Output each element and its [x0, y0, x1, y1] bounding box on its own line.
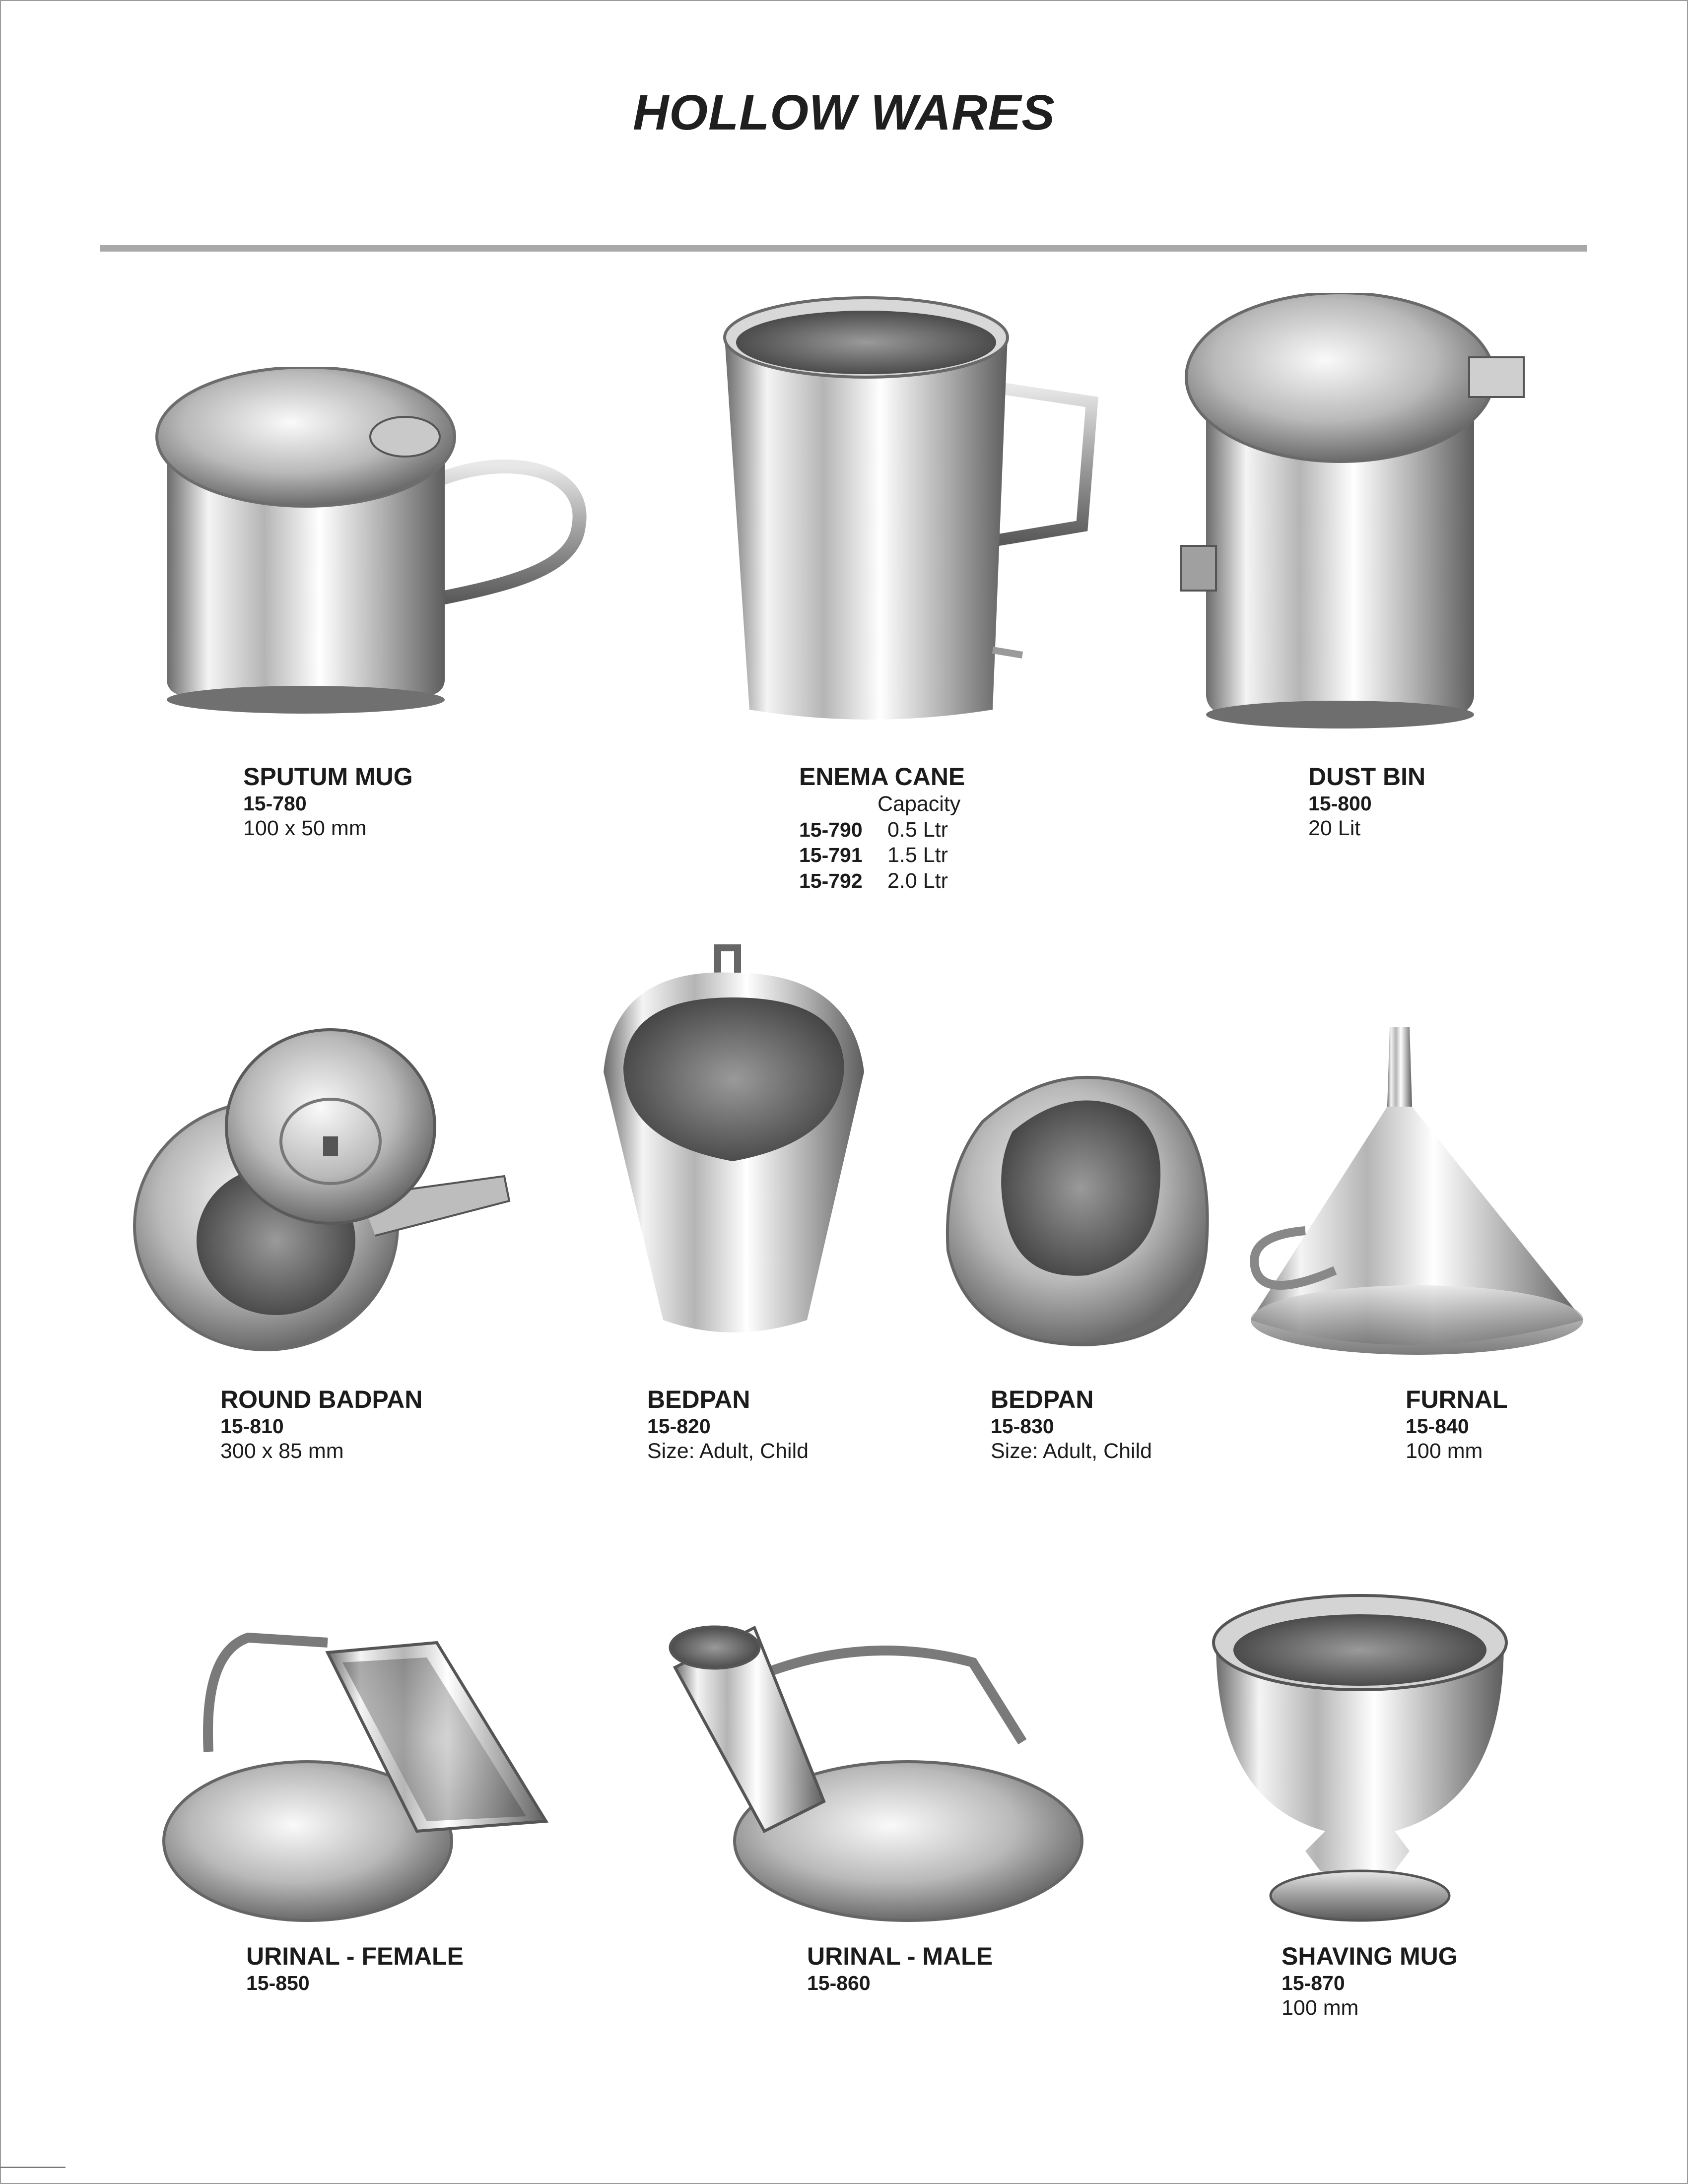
- bedpan-photo: [594, 943, 872, 1345]
- product-name: SHAVING MUG: [1282, 1942, 1458, 1970]
- capacity-value: 1.5 Ltr: [887, 843, 948, 867]
- capacity-value: 2.0 Ltr: [887, 868, 948, 893]
- capacity-row: [799, 843, 965, 868]
- product-caption: [1406, 1385, 1508, 1464]
- product-code: 15-860: [807, 1972, 871, 1994]
- product-name: ENEMA CANE: [799, 763, 965, 791]
- male-urinal-photo: [665, 1623, 1087, 1925]
- product-code: 15-820: [647, 1415, 711, 1438]
- product-code: 15-870: [1282, 1972, 1345, 1994]
- product-spec: 100 x 50 mm: [243, 816, 367, 841]
- dust-bin-photo: [1176, 293, 1553, 729]
- product-spec: Size: Adult, Child: [647, 1439, 809, 1463]
- product-code: 15-790: [799, 818, 863, 841]
- product-code: 15-791: [799, 844, 863, 867]
- product-name: DUST BIN: [1308, 763, 1426, 791]
- product-code: 15-780: [243, 792, 307, 815]
- product-name: FURNAL: [1406, 1386, 1508, 1413]
- product-name: SPUTUM MUG: [243, 763, 413, 791]
- female-urinal-photo: [159, 1623, 551, 1925]
- funnel-photo: [1241, 1022, 1588, 1360]
- product-caption: [807, 1941, 993, 1995]
- enema-can-photo: [715, 293, 1102, 729]
- product-name: BEDPAN: [647, 1386, 750, 1413]
- product-name: URINAL - MALE: [807, 1942, 993, 1970]
- product-name: URINAL - FEMALE: [246, 1942, 464, 1970]
- capacity-row: [799, 817, 965, 843]
- product-caption: [243, 762, 413, 842]
- product-caption: [246, 1941, 464, 1995]
- product-code: 15-792: [799, 869, 863, 892]
- product-spec: 100 mm: [1406, 1439, 1483, 1463]
- product-spec: 20 Lit: [1308, 816, 1361, 841]
- page-title: HOLLOW WARES: [633, 85, 1055, 140]
- product-spec: Size: Adult, Child: [991, 1439, 1152, 1463]
- product-name: BEDPAN: [991, 1386, 1094, 1413]
- shaving-mug-photo: [1206, 1593, 1514, 1925]
- product-spec: 300 x 85 mm: [220, 1439, 344, 1463]
- product-spec: 100 mm: [1282, 1996, 1359, 2020]
- round-bedpan-photo: [127, 1027, 519, 1355]
- capacity-row: [799, 868, 965, 894]
- product-code: 15-830: [991, 1415, 1054, 1438]
- product-code: 15-810: [220, 1415, 284, 1438]
- product-code: 15-840: [1406, 1415, 1469, 1438]
- product-caption: [220, 1385, 422, 1464]
- product-caption: [1308, 762, 1425, 842]
- product-caption: [799, 762, 965, 894]
- capacity-value: 0.5 Ltr: [887, 817, 948, 842]
- bedpan-oval-photo: [938, 1062, 1216, 1350]
- corner-mark: [0, 2167, 66, 2168]
- product-name: ROUND BADPAN: [220, 1386, 423, 1413]
- capacity-label: Capacity: [878, 792, 961, 816]
- product-caption: [991, 1385, 1152, 1464]
- sputum-mug-photo: [147, 367, 589, 715]
- product-code: 15-850: [246, 1972, 310, 1994]
- product-caption: [647, 1385, 809, 1464]
- divider-rule: [100, 245, 1587, 252]
- product-code: 15-800: [1308, 792, 1372, 815]
- product-caption: [1282, 1941, 1458, 2021]
